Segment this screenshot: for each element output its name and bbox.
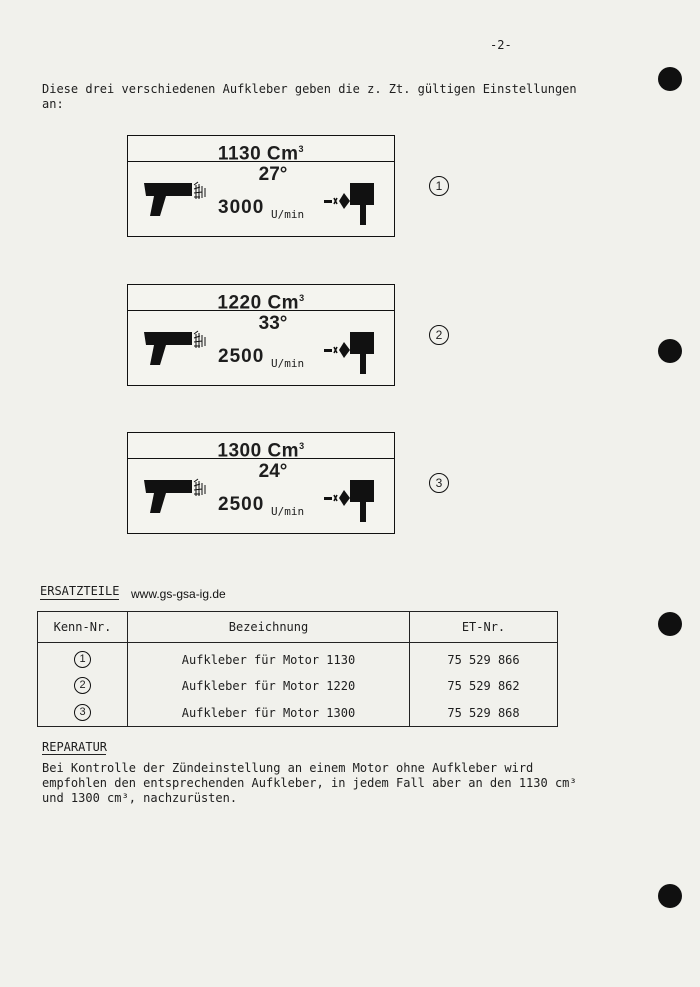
row-part-number: 75 529 868 bbox=[410, 699, 558, 727]
column-header-part-number: ET-Nr. bbox=[410, 612, 558, 643]
sticker-marker-3: 3 bbox=[429, 473, 449, 493]
table-header-row bbox=[38, 612, 558, 643]
row-description: Aufkleber für Motor 1130 bbox=[128, 643, 410, 673]
repair-text: Bei Kontrolle der Zündeinstellung an einem Motor ohne Aufkleber wird empfohlen den entsprechenden Aufkleber, in jedem Fall aber an den 1130 cm³ und 1300 cm³, nachzurüsten. bbox=[42, 761, 577, 805]
row-id: 3 bbox=[74, 704, 91, 721]
punch-hole bbox=[658, 67, 682, 91]
sticker-engine-size: 1220 Cm$^3$ bbox=[128, 285, 394, 311]
parts-section-title: ERSATZTEILE bbox=[40, 584, 120, 598]
row-id-cell bbox=[38, 699, 128, 727]
spark-plug-connector-icon bbox=[322, 477, 382, 525]
table-row bbox=[38, 699, 558, 727]
sticker-angle: 24° bbox=[258, 461, 288, 482]
row-description: Aufkleber für Motor 1300 bbox=[128, 699, 410, 727]
repair-section-title: REPARATUR bbox=[42, 740, 108, 754]
sticker-engine-size: 1300 Cm$^3$ bbox=[128, 433, 394, 459]
row-part-number: 75 529 862 bbox=[410, 672, 558, 699]
sticker-rpm-unit: U/min bbox=[271, 357, 305, 370]
page-number: -2- bbox=[490, 38, 512, 52]
punch-hole bbox=[658, 884, 682, 908]
sticker-rpm: 2500 bbox=[218, 346, 265, 367]
timing-light-gun-icon bbox=[142, 180, 214, 220]
row-id: 1 bbox=[74, 651, 91, 668]
sticker-marker-2: 2 bbox=[429, 325, 449, 345]
sticker-rpm: 3000 bbox=[218, 197, 265, 218]
repair-title-underline bbox=[42, 754, 106, 755]
timing-light-gun-icon bbox=[142, 477, 214, 517]
punch-hole bbox=[658, 339, 682, 363]
spark-plug-connector-icon bbox=[322, 329, 382, 377]
sticker-1300 bbox=[127, 432, 395, 534]
column-header-id: Kenn-Nr. bbox=[38, 612, 128, 643]
sticker-rpm-unit: U/min bbox=[271, 505, 305, 518]
timing-light-gun-icon bbox=[142, 329, 214, 369]
row-description: Aufkleber für Motor 1220 bbox=[128, 672, 410, 699]
table-row bbox=[38, 643, 558, 673]
sticker-1220 bbox=[127, 284, 395, 386]
parts-table bbox=[37, 611, 558, 727]
spark-plug-connector-icon bbox=[322, 180, 382, 228]
row-id-cell bbox=[38, 672, 128, 699]
sticker-1130 bbox=[127, 135, 395, 237]
sticker-engine-size: 1130 Cm$^3$ bbox=[128, 136, 394, 162]
row-id-cell bbox=[38, 643, 128, 673]
sticker-marker-1: 1 bbox=[429, 176, 449, 196]
punch-hole bbox=[658, 612, 682, 636]
row-id: 2 bbox=[74, 677, 91, 694]
table-row bbox=[38, 672, 558, 699]
sticker-angle: 27° bbox=[258, 164, 288, 185]
column-header-description: Bezeichnung bbox=[128, 612, 410, 643]
sticker-angle: 33° bbox=[258, 313, 288, 334]
sticker-rpm: 2500 bbox=[218, 494, 265, 515]
sticker-rpm-unit: U/min bbox=[271, 208, 305, 221]
intro-text: Diese drei verschiedenen Aufkleber geben die z. Zt. gültigen Einstellungen an: bbox=[42, 82, 577, 111]
row-part-number: 75 529 866 bbox=[410, 643, 558, 673]
website-link[interactable]: www.gs-gsa-ig.de bbox=[131, 587, 226, 601]
